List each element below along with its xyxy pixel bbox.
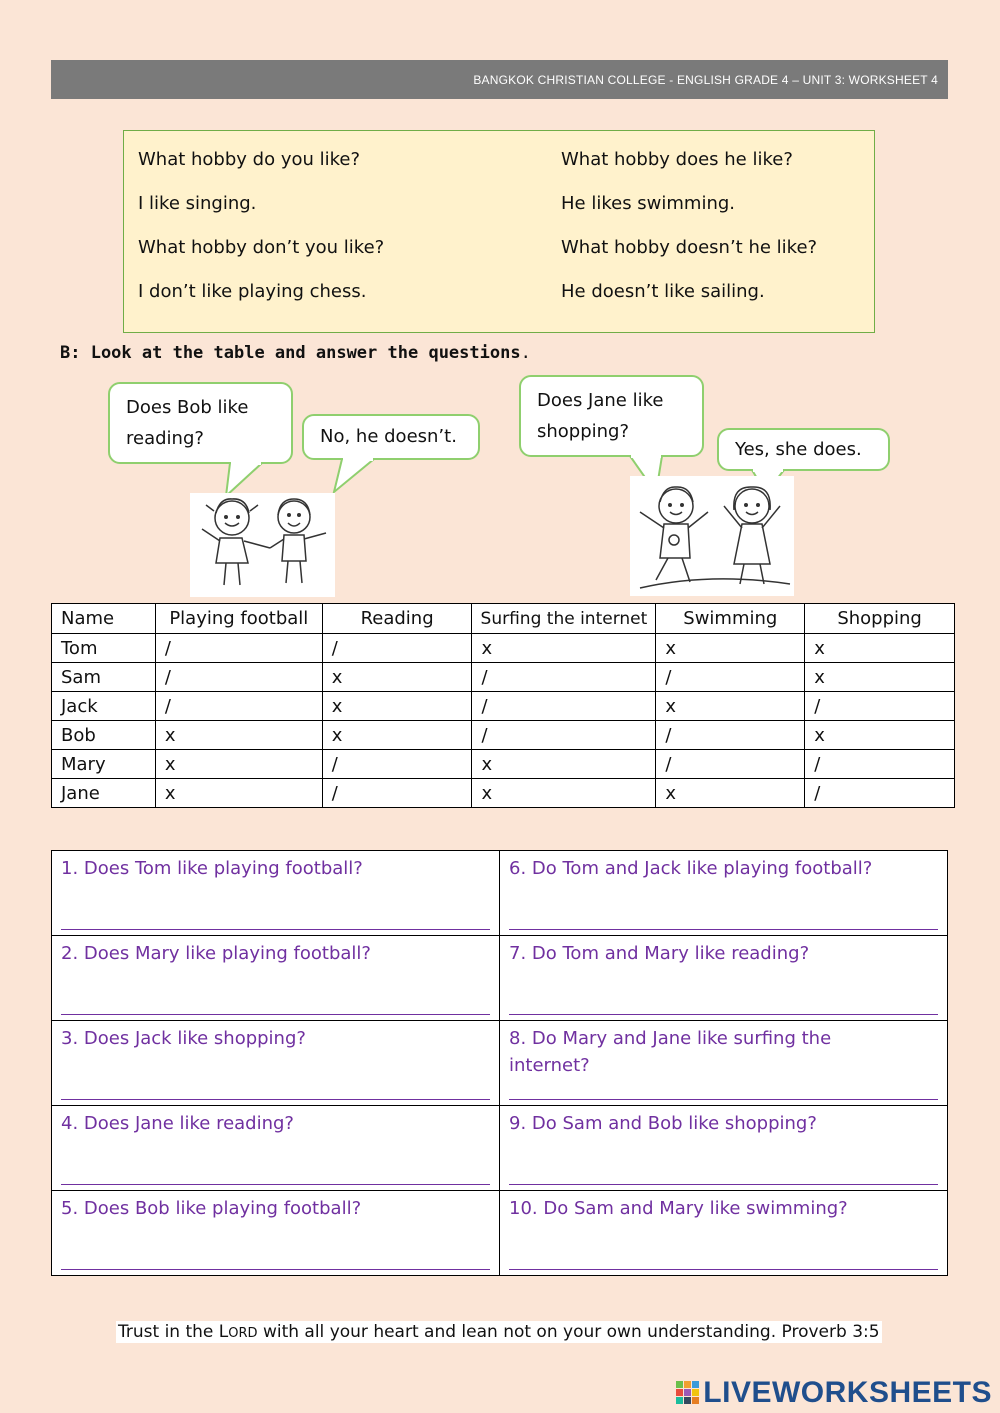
question-cell xyxy=(500,851,948,936)
answer-line[interactable] xyxy=(509,929,938,930)
question-text: 1. Does Tom like playing football? xyxy=(61,858,363,879)
answer-line[interactable] xyxy=(61,1099,490,1100)
header-bar xyxy=(51,60,948,99)
grammar-line: What hobby doesn’t he like? xyxy=(561,237,818,258)
table-cell: x xyxy=(656,779,805,808)
question-cell xyxy=(52,1106,500,1191)
table-cell: Jack xyxy=(52,692,156,721)
table-cell: / xyxy=(805,750,955,779)
table-cell: / xyxy=(805,692,955,721)
table-cell: / xyxy=(472,692,656,721)
grammar-line: I like singing. xyxy=(138,193,257,214)
answer-line[interactable] xyxy=(509,1099,938,1100)
kids-illustration-jane xyxy=(630,476,794,596)
question-text: 7. Do Tom and Mary like reading? xyxy=(509,943,810,964)
table-cell: Mary xyxy=(52,750,156,779)
answer-line[interactable] xyxy=(509,1014,938,1015)
question-row xyxy=(52,1191,948,1276)
grammar-column-left xyxy=(138,145,384,321)
bubble-line: Does Jane like xyxy=(537,390,664,411)
question-row xyxy=(52,936,948,1021)
bubble-line: Yes, she does. xyxy=(735,439,862,460)
table-cell: Bob xyxy=(52,721,156,750)
grammar-line: He likes swimming. xyxy=(561,193,736,214)
questions-table xyxy=(51,850,948,1276)
question-cell xyxy=(52,851,500,936)
answer-line[interactable] xyxy=(509,1269,938,1270)
table-cell: x xyxy=(472,779,656,808)
question-cell xyxy=(500,1021,948,1106)
table-row xyxy=(52,750,955,779)
question-text: 9. Do Sam and Bob like shopping? xyxy=(509,1113,817,1134)
question-cell xyxy=(52,1191,500,1276)
bible-quote xyxy=(116,1321,882,1343)
table-cell: / xyxy=(155,634,322,663)
table-row xyxy=(52,634,955,663)
table-cell: / xyxy=(656,721,805,750)
table-cell: / xyxy=(805,779,955,808)
liveworksheets-logo xyxy=(675,1376,992,1410)
question-cell xyxy=(52,936,500,1021)
table-row xyxy=(52,692,955,721)
answer-line[interactable] xyxy=(61,1014,490,1015)
answer-line[interactable] xyxy=(61,1184,490,1185)
question-text: 6. Do Tom and Jack like playing football? xyxy=(509,858,873,879)
answer-line[interactable] xyxy=(61,1269,490,1270)
quote-start: Trust in the L xyxy=(118,1322,229,1342)
question-text: 8. Do Mary and Jane like surfing the internet? xyxy=(509,1028,832,1076)
table-cell: x xyxy=(656,692,805,721)
speech-bubble-bob-answer xyxy=(302,414,480,460)
liveworksheets-logo-icon xyxy=(675,1379,701,1407)
table-cell: / xyxy=(472,663,656,692)
table-cell: x xyxy=(322,721,472,750)
table-cell: x xyxy=(805,663,955,692)
brand-text: LIVEWORKSHEETS xyxy=(703,1376,992,1409)
question-text: 5. Does Bob like playing football? xyxy=(61,1198,362,1219)
table-cell: x xyxy=(656,634,805,663)
column-header: Reading xyxy=(322,604,472,634)
question-text: 4. Does Jane like reading? xyxy=(61,1113,294,1134)
question-row xyxy=(52,1021,948,1106)
table-cell: / xyxy=(322,750,472,779)
table-cell: / xyxy=(656,750,805,779)
grammar-line: What hobby do you like? xyxy=(138,149,361,170)
table-row xyxy=(52,779,955,808)
column-header: Swimming xyxy=(656,604,805,634)
answer-line[interactable] xyxy=(61,929,490,930)
grammar-box xyxy=(123,130,875,333)
answer-line[interactable] xyxy=(509,1184,938,1185)
question-cell xyxy=(500,1191,948,1276)
quote-small-caps: ORD xyxy=(228,1326,258,1341)
grammar-line: What hobby don’t you like? xyxy=(138,237,385,258)
table-header-row xyxy=(52,604,955,634)
grammar-line: What hobby does he like? xyxy=(561,149,793,170)
bubble-tail xyxy=(330,456,380,496)
column-header: Playing football xyxy=(155,604,322,634)
speech-bubble-jane-question xyxy=(519,375,704,457)
table-cell: / xyxy=(155,663,322,692)
question-cell xyxy=(52,1021,500,1106)
table-cell: / xyxy=(322,634,472,663)
table-cell: / xyxy=(656,663,805,692)
speech-bubble-jane-answer xyxy=(717,428,890,471)
question-text: 3. Does Jack like shopping? xyxy=(61,1028,306,1049)
instruction-text: B: Look at the table and answer the questions xyxy=(60,343,521,363)
question-row xyxy=(52,851,948,936)
hobby-table xyxy=(51,603,955,808)
table-cell: Tom xyxy=(52,634,156,663)
table-cell: x xyxy=(472,634,656,663)
question-row xyxy=(52,1106,948,1191)
grammar-line: I don’t like playing chess. xyxy=(138,281,367,302)
instruction-period: . xyxy=(520,343,531,363)
bubble-line: No, he doesn’t. xyxy=(320,426,457,447)
table-cell: x xyxy=(155,750,322,779)
question-cell xyxy=(500,1106,948,1191)
bubble-line: shopping? xyxy=(537,421,630,442)
kids-illustration-bob xyxy=(190,493,335,597)
column-header: Shopping xyxy=(805,604,955,634)
header-title: BANGKOK CHRISTIAN COLLEGE - ENGLISH GRADE 4 – UNIT 3: WORKSHEET 4 xyxy=(473,73,938,87)
table-cell: x xyxy=(805,721,955,750)
question-cell xyxy=(500,936,948,1021)
grammar-line: He doesn’t like sailing. xyxy=(561,281,765,302)
bubble-line: reading? xyxy=(126,428,204,449)
table-cell: / xyxy=(322,779,472,808)
table-cell: x xyxy=(322,663,472,692)
table-cell: Sam xyxy=(52,663,156,692)
table-cell: x xyxy=(155,721,322,750)
table-cell: x xyxy=(322,692,472,721)
table-row xyxy=(52,721,955,750)
bubble-line: Does Bob like xyxy=(126,397,249,418)
speech-bubble-bob-question xyxy=(108,382,293,464)
grammar-column-right xyxy=(561,145,817,321)
question-text: 10. Do Sam and Mary like swimming? xyxy=(509,1198,848,1219)
table-cell: / xyxy=(155,692,322,721)
column-header: Name xyxy=(52,604,156,634)
table-cell: Jane xyxy=(52,779,156,808)
table-cell: / xyxy=(472,721,656,750)
table-cell: x xyxy=(155,779,322,808)
table-row xyxy=(52,663,955,692)
table-cell: x xyxy=(805,634,955,663)
question-text: 2. Does Mary like playing football? xyxy=(61,943,371,964)
section-instruction xyxy=(60,343,531,363)
column-header: Surfing the internet xyxy=(472,604,656,634)
quote-end: with all your heart and lean not on your own understanding. Proverb 3:5 xyxy=(257,1322,880,1342)
table-cell: x xyxy=(472,750,656,779)
